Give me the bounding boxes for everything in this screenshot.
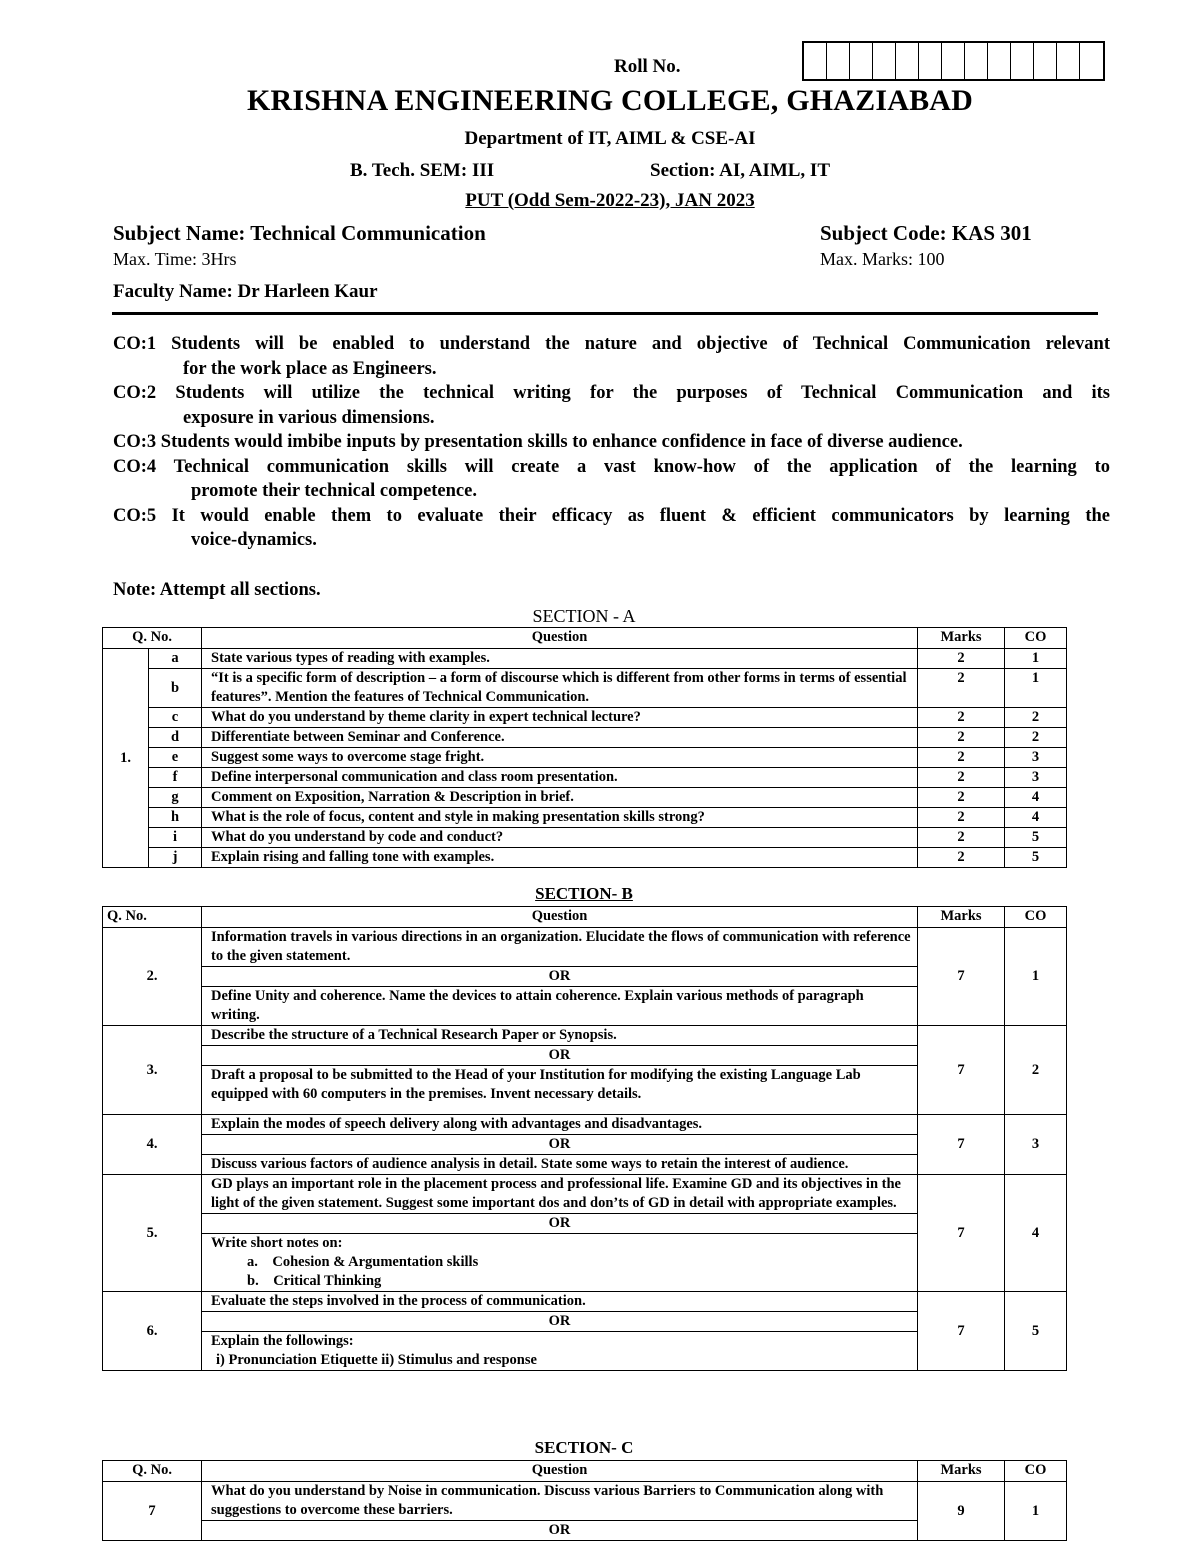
question-text-alt: Define Unity and coherence. Name the devices to attain coherence. Explain various methods of paragraph writing.	[202, 987, 918, 1026]
section-c-title: SECTION- C	[534, 1438, 634, 1457]
college-name: KRISHNA ENGINEERING COLLEGE, GHAZIABAD	[246, 84, 974, 117]
header-co: CO	[1005, 907, 1067, 928]
co-cell: 5	[1005, 848, 1067, 868]
max-marks: Max. Marks: 100	[820, 249, 945, 269]
course-outcome-3: CO:3 Students would imbibe inputs by presentation skills to enhance confidence in face of diverse audience.	[113, 432, 963, 452]
question-text: Explain the modes of speech delivery along with advantages and disadvantages.	[202, 1115, 918, 1135]
header-qno: Q. No.	[103, 1461, 202, 1482]
part-label: b	[149, 669, 202, 708]
section-c-table	[102, 1460, 1067, 1541]
marks-cell: 2	[918, 848, 1005, 868]
header-qno: Q. No.	[103, 907, 202, 928]
table-row	[103, 728, 1067, 748]
marks-cell: 7	[918, 1175, 1005, 1292]
question-number: 7	[103, 1482, 202, 1541]
co-cell: 3	[1005, 768, 1067, 788]
header-qno: Q. No.	[103, 628, 202, 649]
marks-cell: 2	[918, 748, 1005, 768]
header-co: CO	[1005, 1461, 1067, 1482]
department: Department of IT, AIML & CSE-AI	[464, 128, 756, 149]
table-row	[103, 1175, 1067, 1214]
table-row	[103, 748, 1067, 768]
section-a-table	[102, 627, 1067, 868]
course-outcome-4: CO:4 Technical communication skills will create a vast know-how of the application of the learning to promote their technical competence.	[113, 456, 1110, 501]
marks-cell: 7	[918, 1292, 1005, 1371]
header-question: Question	[202, 628, 918, 649]
part-label: c	[149, 708, 202, 728]
question-text: Describe the structure of a Technical Research Paper or Synopsis.	[202, 1026, 918, 1046]
note: Note: Attempt all sections.	[113, 580, 321, 600]
table-row	[103, 928, 1067, 967]
marks-cell: 7	[918, 1026, 1005, 1115]
co-cell: 1	[1005, 669, 1067, 708]
question-text: What is the role of focus, content and style in making presentation skills strong?	[202, 808, 918, 828]
question-number: 1.	[103, 649, 149, 868]
question-text: “It is a specific form of description – a form of discourse which is different from other forms in terms of essential features”. Mention the features of Technical Communication.	[202, 669, 918, 708]
header-question: Question	[202, 1461, 918, 1482]
part-label: g	[149, 788, 202, 808]
question-number: 5.	[103, 1175, 202, 1292]
part-label: e	[149, 748, 202, 768]
question-text-alt: Write short notes on:	[202, 1234, 918, 1254]
question-number: 2.	[103, 928, 202, 1026]
co-cell: 1	[1005, 1482, 1067, 1541]
marks-cell: 2	[918, 728, 1005, 748]
marks-cell: 7	[918, 928, 1005, 1026]
table-row	[103, 808, 1067, 828]
table-row	[103, 1292, 1067, 1312]
header-marks: Marks	[918, 628, 1005, 649]
or-label: OR	[202, 1312, 918, 1332]
semester: B. Tech. SEM: III	[350, 160, 495, 181]
table-row	[103, 669, 1067, 708]
co-cell: 5	[1005, 1292, 1067, 1371]
faculty-name: Faculty Name: Dr Harleen Kaur	[113, 281, 378, 302]
question-text: State various types of reading with examples.	[202, 649, 918, 669]
table-header-row	[103, 907, 1067, 928]
question-text-alt: Discuss various factors of audience analysis in detail. State some ways to retain the interest of audience.	[202, 1155, 918, 1175]
question-text: What do you understand by Noise in communication. Discuss various Barriers to Communication along with suggestions to overcome these barriers.	[202, 1482, 918, 1521]
course-outcome-1: CO:1 Students will be enabled to understand the nature and objective of Technical Communication relevant for the work place as Engineers.	[113, 334, 1110, 379]
course-outcome-5: CO:5 It would enable them to evaluate their efficacy as fluent & efficient communicators by learning the voice-dynamics.	[113, 505, 1110, 550]
co-cell: 4	[1005, 1175, 1067, 1292]
exam-line	[0, 190, 1200, 212]
co-cell: 1	[1005, 649, 1067, 669]
course-outcome-2: CO:2 Students will utilize the technical writing for the purposes of Technical Communication and its exposure in various dimensions.	[113, 383, 1110, 428]
question-text: Comment on Exposition, Narration & Description in brief.	[202, 788, 918, 808]
part-label: h	[149, 808, 202, 828]
header-co: CO	[1005, 628, 1067, 649]
co-cell: 5	[1005, 828, 1067, 848]
question-text: Evaluate the steps involved in the process of communication.	[202, 1292, 918, 1312]
co-cell: 3	[1005, 748, 1067, 768]
list-item: b. Critical Thinking	[202, 1272, 918, 1292]
table-row	[103, 768, 1067, 788]
table-row	[103, 708, 1067, 728]
marks-cell: 2	[918, 708, 1005, 728]
marks-cell: 9	[918, 1482, 1005, 1541]
or-label: OR	[202, 967, 918, 987]
table-row	[103, 1115, 1067, 1135]
roll-no-boxes[interactable]	[802, 41, 1105, 81]
co-cell: 3	[1005, 1115, 1067, 1175]
marks-cell: 2	[918, 768, 1005, 788]
co-cell: 1	[1005, 928, 1067, 1026]
question-text: What do you understand by theme clarity in expert technical lecture?	[202, 708, 918, 728]
header-divider	[112, 312, 1098, 315]
header-question: Question	[202, 907, 918, 928]
table-row	[103, 1482, 1067, 1521]
header-marks: Marks	[918, 1461, 1005, 1482]
co-cell: 4	[1005, 788, 1067, 808]
subject-name: Subject Name: Technical Communication	[113, 221, 486, 245]
co-cell: 2	[1005, 708, 1067, 728]
or-label: OR	[202, 1046, 918, 1066]
part-label: d	[149, 728, 202, 748]
section-info: Section: AI, AIML, IT	[650, 160, 830, 181]
marks-cell: 2	[918, 788, 1005, 808]
list-item: i) Pronunciation Etiquette ii) Stimulus and response	[202, 1351, 918, 1371]
question-number: 4.	[103, 1115, 202, 1175]
question-number: 6.	[103, 1292, 202, 1371]
question-text: Define interpersonal communication and class room presentation.	[202, 768, 918, 788]
question-text: Suggest some ways to overcome stage fright.	[202, 748, 918, 768]
part-label: a	[149, 649, 202, 669]
question-text: Explain rising and falling tone with examples.	[202, 848, 918, 868]
list-item: a. Cohesion & Argumentation skills	[202, 1253, 918, 1272]
co-cell: 2	[1005, 1026, 1067, 1115]
max-time: Max. Time: 3Hrs	[113, 249, 237, 269]
table-row	[103, 649, 1067, 669]
question-number: 3.	[103, 1026, 202, 1115]
co-cell: 4	[1005, 808, 1067, 828]
table-header-row	[103, 628, 1067, 649]
section-a-title: SECTION - A	[532, 606, 636, 626]
or-label: OR	[202, 1214, 918, 1234]
course-outcomes	[113, 332, 1110, 553]
or-label: OR	[202, 1135, 918, 1155]
part-label: i	[149, 828, 202, 848]
marks-cell: 2	[918, 669, 1005, 708]
question-text: GD plays an important role in the placement process and professional life. Examine GD and its objectives in the light of the given statement. Suggest some important dos and don’ts of GD in detail with appropriate examples.	[202, 1175, 918, 1214]
question-text-alt: Explain the followings:	[202, 1332, 918, 1352]
table-row	[103, 788, 1067, 808]
question-text: What do you understand by code and conduct?	[202, 828, 918, 848]
marks-cell: 2	[918, 808, 1005, 828]
question-text: Information travels in various directions in an organization. Elucidate the flows of communication with reference to the given statement.	[202, 928, 918, 967]
part-label: j	[149, 848, 202, 868]
co-cell: 2	[1005, 728, 1067, 748]
marks-cell: 7	[918, 1115, 1005, 1175]
header-marks: Marks	[918, 907, 1005, 928]
or-label: OR	[202, 1521, 918, 1541]
part-label: f	[149, 768, 202, 788]
marks-cell: 2	[918, 649, 1005, 669]
question-text: Differentiate between Seminar and Conference.	[202, 728, 918, 748]
subject-code: Subject Code: KAS 301	[820, 221, 1032, 245]
table-row	[103, 1026, 1067, 1046]
section-b-table	[102, 906, 1067, 1371]
exam-title: PUT (Odd Sem-2022-23), JAN 2023	[465, 190, 755, 211]
section-b-title: SECTION- B	[535, 884, 633, 903]
marks-cell: 2	[918, 828, 1005, 848]
table-row	[103, 848, 1067, 868]
table-row	[103, 828, 1067, 848]
table-header-row	[103, 1461, 1067, 1482]
roll-no-label: Roll No.	[614, 56, 681, 77]
question-text-alt: Draft a proposal to be submitted to the Head of your Institution for modifying the existing Language Lab equipped with 60 computers in the premises. Invent necessary details.	[202, 1066, 918, 1115]
